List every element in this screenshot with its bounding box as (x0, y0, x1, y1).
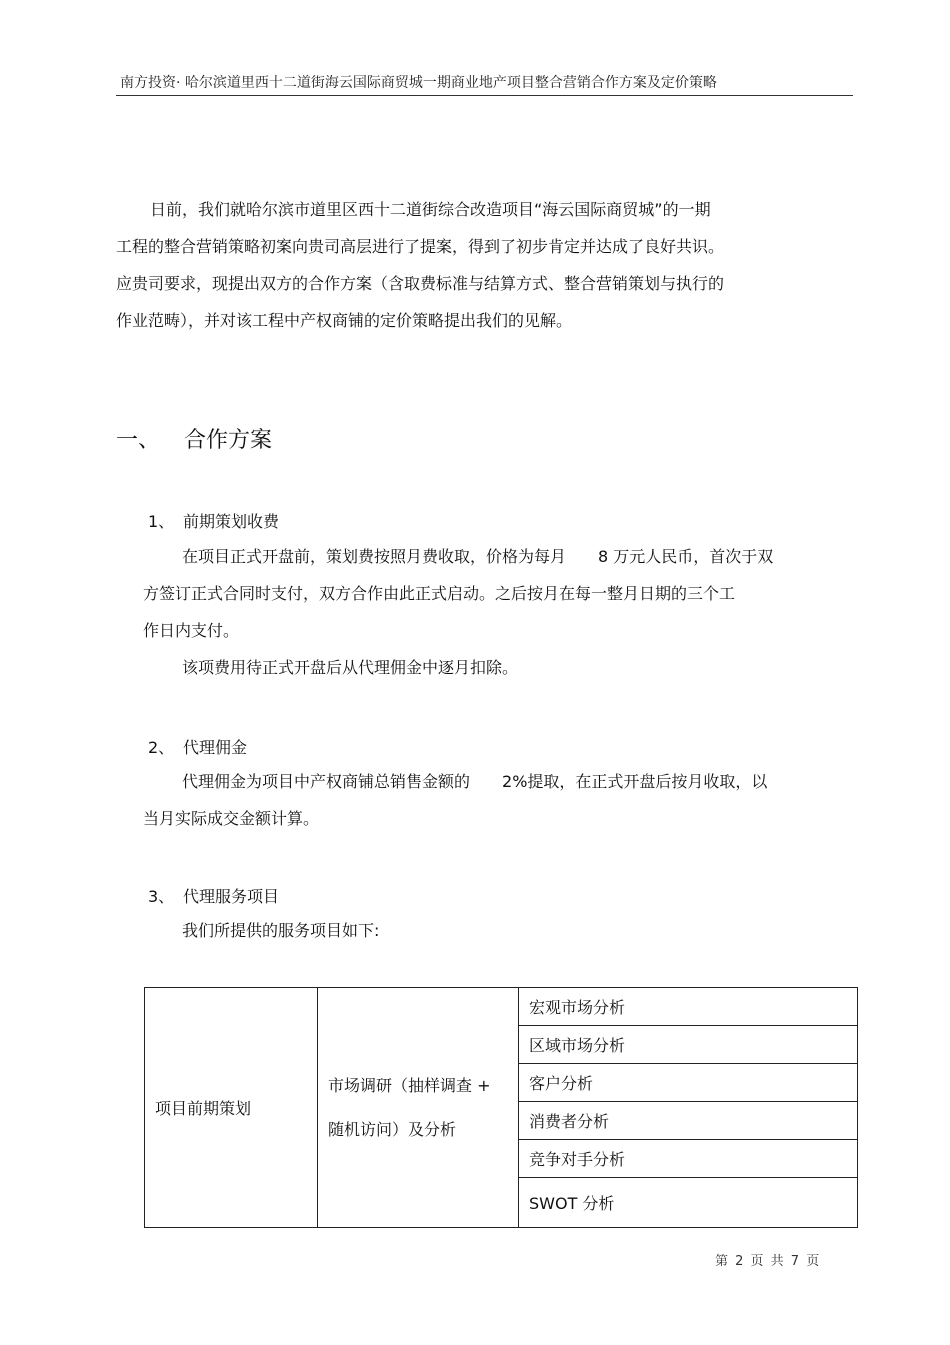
page-number: 第 2 页 共 7 页 (715, 1254, 820, 1269)
table-row-item: 客户分析 (519, 1064, 858, 1102)
research-line-1: 市场调研（抽样调查 + (328, 1075, 491, 1095)
table-row-item: SWOT 分析 (519, 1178, 858, 1228)
table-cell-research (318, 988, 519, 1228)
header-rule (116, 95, 853, 96)
item-2-line-1 (182, 763, 767, 800)
intro-line-4: 作业范畴），并对该工程中产权商铺的定价策略提出我们的见解。 (116, 311, 573, 330)
item-1-line-3: 作日内支付。 (143, 621, 240, 640)
item-2-number: 2、 (148, 738, 175, 757)
item-2-line-1b: 2%提取，在正式开盘后按月收取，以 (502, 772, 768, 791)
item-1-line-1 (182, 538, 773, 575)
section-number: 一、 (116, 428, 161, 453)
item-1-title: 前期策划收费 (183, 512, 280, 531)
item-1-line-2: 方签订正式合同时支付，双方合作由此正式启动。之后按月在每一整月日期的三个工 (143, 584, 736, 603)
intro-line-2: 工程的整合营销策略初案向贵司高层进行了提案，得到了初步肯定并达成了良好共识。 (116, 237, 725, 256)
service-table (144, 987, 858, 1228)
item-2-heading (148, 735, 247, 758)
table-row-item: 竞争对手分析 (519, 1140, 858, 1178)
table-row-item: 区域市场分析 (519, 1026, 858, 1064)
section-heading (116, 423, 272, 454)
item-3-heading (148, 884, 279, 907)
item-3-number: 3、 (148, 887, 175, 906)
item-1-number: 1、 (148, 512, 175, 531)
item-3-line-1: 我们所提供的服务项目如下: (182, 921, 380, 940)
section-title: 合作方案 (184, 428, 273, 453)
item-1-line-4: 该项费用待正式开盘后从代理佣金中逐月扣除。 (182, 658, 519, 677)
intro-line-3: 应贵司要求，现提出双方的合作方案（含取费标准与结算方式、整合营销策划与执行的 (116, 274, 725, 293)
item-3-title: 代理服务项目 (183, 887, 280, 906)
item-2-line-1a: 代理佣金为项目中产权商铺总销售金额的 (182, 772, 471, 791)
item-1-line-1a: 在项目正式开盘前，策划费按照月费收取，价格为每月 (182, 547, 567, 566)
table-cell-phase: 项目前期策划 (145, 988, 318, 1228)
item-2-line-2: 当月实际成交金额计算。 (143, 809, 320, 828)
running-header: 南方投资· 哈尔滨道里西十二道街海云国际商贸城一期商业地产项目整合营销合作方案及定价策略 (120, 75, 717, 91)
item-2-title: 代理佣金 (183, 738, 248, 757)
table-row-item: 消费者分析 (519, 1102, 858, 1140)
intro-line-1: 日前，我们就哈尔滨市道里区西十二道街综合改造项目“海云国际商贸城”的一期 (150, 200, 711, 219)
table-row-item: 宏观市场分析 (519, 988, 858, 1026)
item-1-heading (148, 509, 279, 532)
item-1-line-1b: 8 万元人民币，首次于双 (598, 547, 774, 566)
research-line-2: 随机访问）及分析 (328, 1119, 457, 1139)
